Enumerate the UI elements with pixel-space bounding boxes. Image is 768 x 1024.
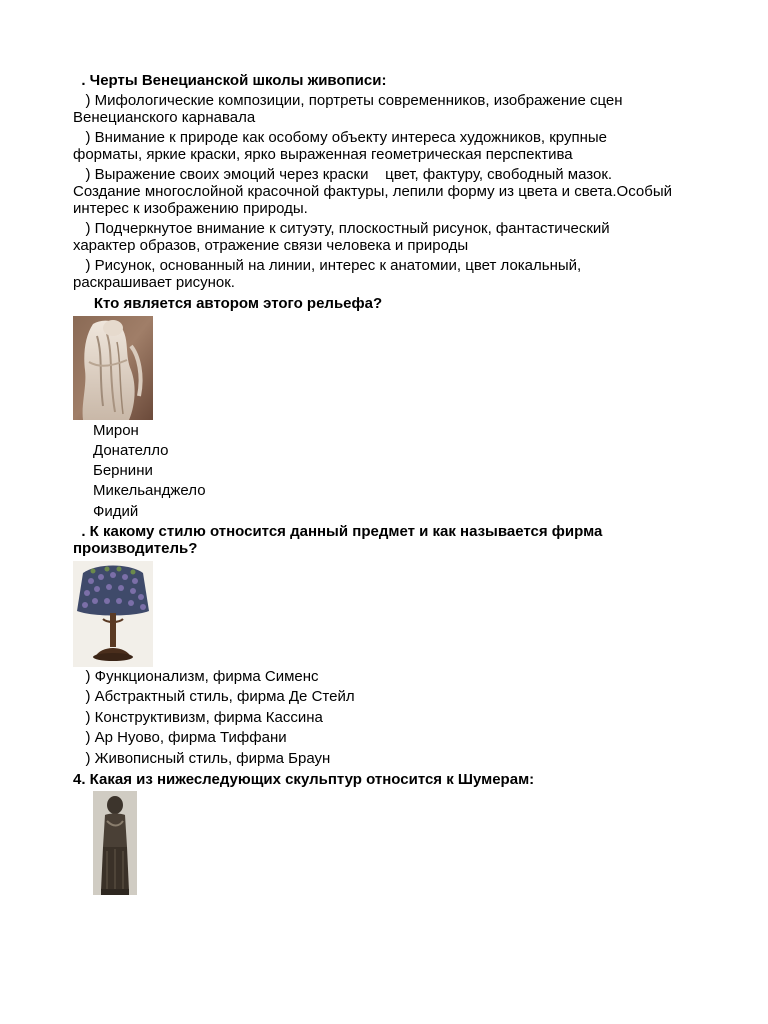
q3-option-1: ) Функционализм, фирма Сименс (73, 668, 319, 685)
q2-title: Кто является автором этого рельефа? (73, 295, 383, 312)
q1-option-4-line-2: характер образов, отражение связи человека и природы (73, 237, 469, 254)
q3-option-4: ) Ар Нуово, фирма Тиффани (73, 729, 287, 746)
q2-option-1: Мирон (93, 422, 139, 439)
q1-option-3-line-3: интерес к изображению природы. (73, 200, 308, 217)
q1-option-2-line-2: форматы, яркие краски, ярко выраженная геометрическая перспектива (73, 146, 573, 163)
q1-option-3-line-1: ) Выражение своих эмоций через краски цвет, фактуру, свободный мазок. (73, 166, 613, 183)
q1-option-1-line-1: ) Мифологические композиции, портреты современников, изображение сцен (73, 92, 623, 109)
q1-option-2-line-1: ) Внимание к природе как особому объекту интереса художников, крупные (73, 129, 608, 146)
q3-option-5: ) Живописный стиль, фирма Браун (73, 750, 331, 767)
q3-title-line-2: производитель? (73, 540, 198, 557)
q4-title: 4. Какая из нижеследующих скульптур относится к Шумерам: (73, 771, 535, 788)
q1-option-3-line-2: Создание многослойной красочной фактуры, лепили форму из цвета и света.Особый (73, 183, 672, 200)
q2-option-5: Фидий (93, 503, 139, 520)
lamp-image (73, 561, 153, 667)
q2-option-3: Бернини (93, 462, 153, 479)
q1-title: . Черты Венецианской школы живописи: (73, 72, 387, 89)
q2-option-2: Донателло (93, 442, 169, 459)
q1-option-5-line-1: ) Рисунок, основанный на линии, интерес к анатомии, цвет локальный, (73, 257, 582, 274)
q3-option-3: ) Конструктивизм, фирма Кассина (73, 709, 323, 726)
q1-option-5-line-2: раскрашивает рисунок. (73, 274, 235, 291)
relief-image (73, 316, 153, 420)
q2-option-4: Микельанджело (93, 482, 206, 499)
q1-option-4-line-1: ) Подчеркнутое внимание к ситуэту, плоскостный рисунок, фантастический (73, 220, 610, 237)
q3-option-2: ) Абстрактный стиль, фирма Де Стейл (73, 688, 355, 705)
q3-title-line-1: . К какому стилю относится данный предмет и как называется фирма (73, 523, 603, 540)
sculpture-image (93, 791, 137, 895)
q1-option-1-line-2: Венецианского карнавала (73, 109, 256, 126)
